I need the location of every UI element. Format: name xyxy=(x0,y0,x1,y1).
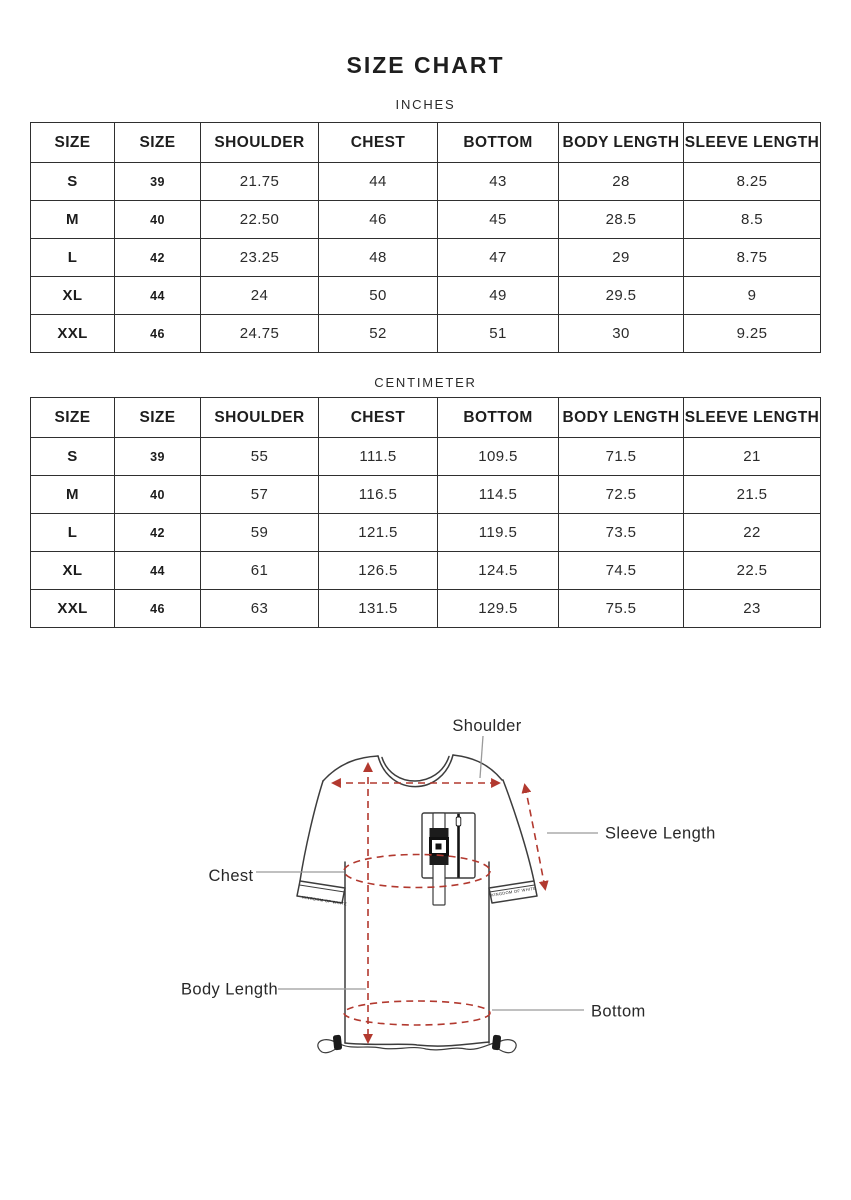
value-cell: 47 xyxy=(438,239,559,277)
header-row xyxy=(31,398,821,438)
column-header: CHEST xyxy=(319,123,438,163)
page-title: SIZE CHART xyxy=(346,52,505,78)
value-cell: 21.75 xyxy=(201,163,319,201)
size-cell: XL xyxy=(31,277,115,315)
value-cell: 46 xyxy=(115,315,201,353)
value-cell: 44 xyxy=(319,163,438,201)
table-row xyxy=(31,201,821,239)
table-row xyxy=(31,476,821,514)
value-cell: 63 xyxy=(201,590,319,628)
value-cell: 109.5 xyxy=(438,438,559,476)
value-cell: 50 xyxy=(319,277,438,315)
size-table-centimeter xyxy=(30,397,821,628)
value-cell: 129.5 xyxy=(438,590,559,628)
column-header: SLEEVE LENGTH xyxy=(684,398,821,438)
value-cell: 114.5 xyxy=(438,476,559,514)
column-header: BODY LENGTH xyxy=(559,398,684,438)
value-cell: 48 xyxy=(319,239,438,277)
value-cell: 29 xyxy=(559,239,684,277)
centimeter-label: CENTIMETER xyxy=(374,375,477,390)
drawstring-toggle-right xyxy=(492,1035,502,1051)
value-cell: 9.25 xyxy=(684,315,821,353)
value-cell: 44 xyxy=(115,277,201,315)
value-cell: 57 xyxy=(201,476,319,514)
table-row xyxy=(31,277,821,315)
chest-label: Chest xyxy=(208,867,254,885)
value-cell: 21 xyxy=(684,438,821,476)
value-cell: 126.5 xyxy=(319,552,438,590)
value-cell: 124.5 xyxy=(438,552,559,590)
value-cell: 28 xyxy=(559,163,684,201)
column-header: SIZE xyxy=(115,123,201,163)
value-cell: 116.5 xyxy=(319,476,438,514)
value-cell: 23 xyxy=(684,590,821,628)
value-cell: 111.5 xyxy=(319,438,438,476)
size-cell: M xyxy=(31,201,115,239)
inches-label: INCHES xyxy=(395,97,456,112)
value-cell: 8.75 xyxy=(684,239,821,277)
value-cell: 74.5 xyxy=(559,552,684,590)
value-cell: 24 xyxy=(201,277,319,315)
value-cell: 22.5 xyxy=(684,552,821,590)
value-cell: 22 xyxy=(684,514,821,552)
column-header: BOTTOM xyxy=(438,398,559,438)
column-header: SHOULDER xyxy=(201,123,319,163)
value-cell: 42 xyxy=(115,514,201,552)
body-length-label: Body Length xyxy=(181,980,279,999)
value-cell: 121.5 xyxy=(319,514,438,552)
column-header: BOTTOM xyxy=(438,123,559,163)
table-row xyxy=(31,438,821,476)
value-cell: 59 xyxy=(201,514,319,552)
value-cell: 46 xyxy=(115,590,201,628)
size-cell: L xyxy=(31,514,115,552)
value-cell: 71.5 xyxy=(559,438,684,476)
value-cell: 39 xyxy=(115,163,201,201)
size-table-inches xyxy=(30,122,821,353)
shoulder-leader-line xyxy=(480,736,483,778)
value-cell: 39 xyxy=(115,438,201,476)
column-header: BODY LENGTH xyxy=(559,123,684,163)
value-cell: 23.25 xyxy=(201,239,319,277)
value-cell: 72.5 xyxy=(559,476,684,514)
size-cell: XXL xyxy=(31,590,115,628)
value-cell: 40 xyxy=(115,201,201,239)
strap-keeper-bottom xyxy=(430,856,449,865)
bottom-measure-ellipse xyxy=(344,1001,490,1025)
shoulder-label: Shoulder xyxy=(452,717,522,735)
table-row xyxy=(31,514,821,552)
value-cell: 43 xyxy=(438,163,559,201)
size-cell: S xyxy=(31,163,115,201)
size-cell: S xyxy=(31,438,115,476)
size-cell: L xyxy=(31,239,115,277)
value-cell: 28.5 xyxy=(559,201,684,239)
size-cell: M xyxy=(31,476,115,514)
value-cell: 42 xyxy=(115,239,201,277)
value-cell: 52 xyxy=(319,315,438,353)
value-cell: 24.75 xyxy=(201,315,319,353)
column-header: SIZE xyxy=(115,398,201,438)
value-cell: 46 xyxy=(319,201,438,239)
value-cell: 75.5 xyxy=(559,590,684,628)
sleeve-length-measure-line xyxy=(525,786,545,888)
value-cell: 9 xyxy=(684,277,821,315)
value-cell: 22.50 xyxy=(201,201,319,239)
value-cell: 44 xyxy=(115,552,201,590)
value-cell: 61 xyxy=(201,552,319,590)
table-row xyxy=(31,239,821,277)
value-cell: 30 xyxy=(559,315,684,353)
drawstring-toggle-left xyxy=(333,1035,343,1051)
value-cell: 29.5 xyxy=(559,277,684,315)
cuff-text-left: KINGDOM OF WHITE xyxy=(301,894,348,907)
value-cell: 55 xyxy=(201,438,319,476)
table-row xyxy=(31,590,821,628)
zipper-pull xyxy=(456,817,461,826)
column-header: SLEEVE LENGTH xyxy=(684,123,821,163)
size-cell: XXL xyxy=(31,315,115,353)
value-cell: 8.25 xyxy=(684,163,821,201)
value-cell: 45 xyxy=(438,201,559,239)
value-cell: 131.5 xyxy=(319,590,438,628)
strap-keeper-top xyxy=(430,828,449,837)
value-cell: 21.5 xyxy=(684,476,821,514)
value-cell: 73.5 xyxy=(559,514,684,552)
table-row xyxy=(31,163,821,201)
table-row xyxy=(31,552,821,590)
bottom-label: Bottom xyxy=(591,1002,646,1021)
value-cell: 8.5 xyxy=(684,201,821,239)
value-cell: 40 xyxy=(115,476,201,514)
column-header: SHOULDER xyxy=(201,398,319,438)
column-header: CHEST xyxy=(319,398,438,438)
sleeve-length-label: Sleeve Length xyxy=(605,824,716,843)
cuff-text-right: KINGDOM OF WHITE xyxy=(490,885,537,898)
column-header: SIZE xyxy=(31,398,115,438)
column-header: SIZE xyxy=(31,123,115,163)
value-cell: 51 xyxy=(438,315,559,353)
table-row xyxy=(31,315,821,353)
header-row xyxy=(31,123,821,163)
size-cell: XL xyxy=(31,552,115,590)
tshirt-measurement-diagram xyxy=(0,660,851,1140)
value-cell: 119.5 xyxy=(438,514,559,552)
value-cell: 49 xyxy=(438,277,559,315)
